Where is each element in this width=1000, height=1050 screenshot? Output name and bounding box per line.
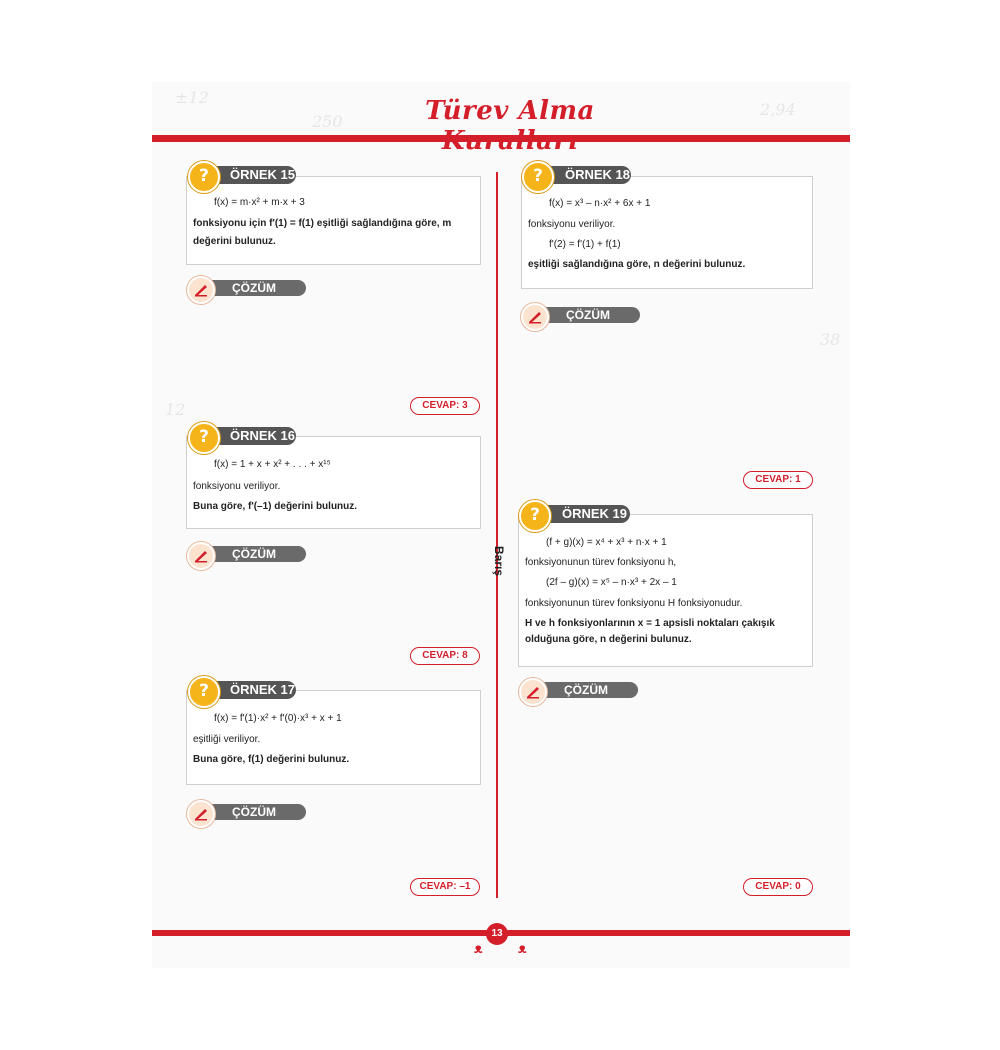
brand-mark: Barış	[492, 546, 506, 577]
example-title: ÖRNEK 17	[196, 681, 296, 699]
answer-badge: CEVAP: 3	[410, 397, 480, 415]
pencil-icon	[187, 542, 215, 570]
pencil-icon	[187, 276, 215, 304]
background-doodle: 2,94	[760, 100, 796, 119]
example-text: eşitliği sağlandığına göre, n değerini bulunuz.	[528, 259, 746, 270]
answer-badge: CEVAP: 0	[743, 878, 813, 896]
example-formula: (2f – g)(x) = x⁵ – n·x³ + 2x – 1	[546, 577, 677, 588]
example-text: fonksiyonunun türev fonksiyonu h,	[525, 557, 677, 568]
pencil-icon	[187, 800, 215, 828]
example-formula: f(x) = x³ – n·x² + 6x + 1	[549, 198, 651, 209]
solution-label: ÇÖZÜM	[196, 546, 306, 562]
example-text: eşitliği veriliyor.	[193, 734, 261, 745]
example-title: ÖRNEK 19	[528, 505, 630, 523]
page-title: Türev Alma	[425, 96, 595, 126]
question-icon: ?	[519, 500, 551, 532]
background-doodle: 12	[165, 400, 186, 419]
example-text: H ve h fonksiyonlarının x = 1 apsisli noktaları çakışık	[525, 618, 775, 629]
example-text: fonksiyonunun türev fonksiyonu H fonksiyonudur.	[525, 598, 743, 609]
example-formula: f(x) = 1 + x + x² + . . . + x¹⁵	[214, 459, 331, 470]
example-text: olduğuna göre, n değerini bulunuz.	[525, 634, 692, 645]
example-title: ÖRNEK 18	[531, 166, 631, 184]
page-number: 13	[486, 923, 508, 945]
question-icon: ?	[188, 676, 220, 708]
solution-label: ÇÖZÜM	[196, 804, 306, 820]
example-text: fonksiyonu veriliyor.	[193, 481, 281, 492]
example-title: ÖRNEK 15	[196, 166, 296, 184]
example-box	[521, 176, 813, 289]
question-icon: ?	[188, 422, 220, 454]
answer-badge: CEVAP: –1	[410, 878, 480, 896]
figure-icon: ᴥ	[518, 940, 527, 956]
background-doodle: 38	[820, 330, 841, 349]
example-text: fonksiyonu veriliyor.	[528, 219, 616, 230]
header-rule	[152, 135, 850, 142]
example-text: Buna göre, f'(–1) değerini bulunuz.	[193, 501, 358, 512]
pencil-icon	[519, 678, 547, 706]
example-formula: f(x) = m·x² + m·x + 3	[214, 197, 305, 208]
column-divider	[496, 172, 498, 898]
example-title: ÖRNEK 16	[196, 427, 296, 445]
pencil-icon	[521, 303, 549, 331]
example-formula: (f + g)(x) = x⁴ + x³ + n·x + 1	[546, 537, 667, 548]
question-icon: ?	[522, 161, 554, 193]
solution-label: ÇÖZÜM	[528, 682, 638, 698]
answer-badge: CEVAP: 1	[743, 471, 813, 489]
example-text: değerini bulunuz.	[193, 236, 276, 247]
answer-badge: CEVAP: 8	[410, 647, 480, 665]
figure-icon: ᴥ	[474, 940, 483, 956]
example-formula: f(x) = f'(1)·x² + f'(0)·x³ + x + 1	[214, 713, 342, 724]
background-doodle: ±12	[175, 88, 209, 107]
example-text: fonksiyonu için f'(1) = f(1) eşitliği sağlandığına göre, m	[193, 218, 452, 229]
question-icon: ?	[188, 161, 220, 193]
example-text: Buna göre, f(1) değerini bulunuz.	[193, 754, 350, 765]
example-formula: f'(2) = f'(1) + f(1)	[549, 239, 621, 250]
background-doodle: 250	[312, 112, 343, 131]
solution-label: ÇÖZÜM	[530, 307, 640, 323]
solution-label: ÇÖZÜM	[196, 280, 306, 296]
